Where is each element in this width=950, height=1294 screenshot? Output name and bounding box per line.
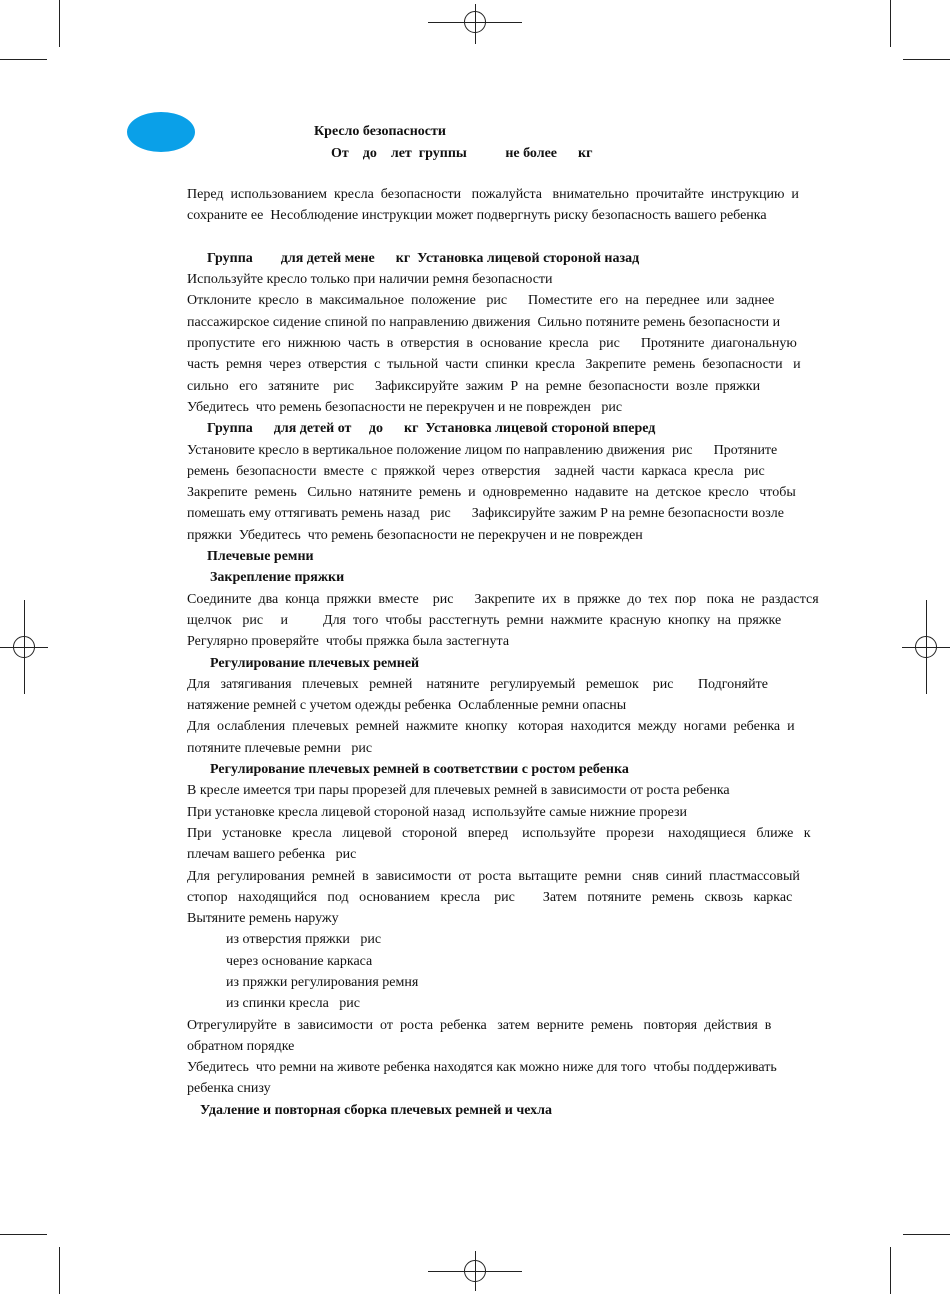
text-line: Закрепите ремень Сильно натяните ремень и одновременно надавите на детское кресло чтобы	[187, 485, 796, 501]
text-line: сильно его затяните рис Зафиксируйте зажим Р на ремне безопасности возле пряжки	[187, 378, 761, 394]
text-line: Убедитесь что ремень безопасности не перекручен и не поврежден рис	[187, 399, 623, 415]
text-line: При установке кресла лицевой стороной назад используйте самые нижние прорези	[187, 804, 688, 820]
crop-mark	[890, 1247, 891, 1294]
text-line: из пряжки регулирования ремня	[226, 974, 419, 990]
section-heading: Группа для детей мене кг Установка лицевой стороной назад	[207, 250, 640, 266]
section-heading: Регулирование плечевых ремней в соответствии с ростом ребенка	[210, 762, 629, 778]
text-line: Отрегулируйте в зависимости от роста ребенка затем верните ремень повторяя действия в	[187, 1017, 772, 1033]
crop-mark	[0, 59, 47, 60]
registration-target-icon	[13, 636, 35, 658]
text-line: через основание каркаса	[226, 953, 373, 969]
text-line: Для затягивания плечевых ремней натяните регулируемый ремешок рис Подгоняйте	[187, 676, 768, 692]
text-line: При установке кресла лицевой стороной вперед используйте прорези находящиеся ближе к	[187, 825, 811, 841]
language-badge	[127, 112, 195, 152]
text-line: из спинки кресла рис	[226, 996, 360, 1012]
registration-target-icon	[464, 1260, 486, 1282]
text-line: пассажирское сидение спиной по направлению движения Сильно потяните ремень безопасности и	[187, 314, 781, 330]
text-line: Отклоните кресло в максимальное положение рис Поместите его на переднее или заднее	[187, 293, 775, 309]
paragraph-gap	[187, 227, 751, 248]
text-line: ребенка снизу	[187, 1081, 271, 1097]
text-line: щелчок рис и Для того чтобы расстегнуть ремни нажмите красную кнопку на пряжке	[187, 612, 782, 628]
crop-mark	[903, 59, 950, 60]
crop-mark	[59, 0, 60, 47]
section-heading: Группа для детей от до кг Установка лицевой стороной вперед	[207, 421, 656, 437]
text-line: помешать ему оттягивать ремень назад рис Зафиксируйте зажим Р на ремне безопасности возле	[187, 506, 785, 522]
document-title: Кресло безопасности	[314, 124, 446, 139]
text-line: Установите кресло в вертикальное положение лицом по направлению движения рис Протяните	[187, 442, 778, 458]
text-line: потяните плечевые ремни рис	[187, 740, 373, 756]
text-line: Регулярно проверяйте чтобы пряжка была застегнута	[187, 634, 510, 650]
text-line: В кресле имеется три пары прорезей для плечевых ремней в зависимости от роста ребенка	[187, 783, 730, 799]
text-line: плечам вашего ребенка рис	[187, 847, 357, 863]
registration-target-icon	[464, 11, 486, 33]
registration-target-icon	[915, 636, 937, 658]
text-line: обратном порядке	[187, 1038, 295, 1054]
text-line: из отверстия пряжки рис	[226, 932, 382, 948]
instructions-body	[187, 184, 819, 1121]
text-line: ремень безопасности вместе с пряжкой через отверстия задней части каркаса кресла рис	[187, 463, 765, 479]
crop-mark	[59, 1247, 60, 1294]
text-line: натяжение ремней с учетом одежды ребенка Ослабленные ремни опасны	[187, 698, 627, 714]
text-line: Перед использованием кресла безопасности пожалуйста внимательно прочитайте инструкцию и	[187, 187, 799, 202]
crop-mark	[890, 0, 891, 47]
crop-mark	[903, 1234, 950, 1235]
text-line: часть ремня через отверстия с тыльной части спинки кресла Закрепите ремень безопасности и	[187, 357, 801, 373]
section-heading: Закрепление пряжки	[210, 570, 345, 586]
text-line: Используйте кресло только при наличии ремня безопасности	[187, 272, 553, 288]
text-line: сохраните ее Несоблюдение инструкции может подвергнуть риску безопасность вашего ребенка	[187, 208, 767, 224]
text-line: пропустите его нижнюю часть в отверстия в основание кресла рис Протяните диагональную	[187, 336, 797, 352]
text-line: стопор находящийся под основанием кресла рис Затем потяните ремень сквозь каркас	[187, 889, 793, 905]
text-line: Убедитесь что ремни на животе ребенка находятся как можно ниже для того чтобы поддерживать	[187, 1060, 777, 1076]
text-line: пряжки Убедитесь что ремень безопасности не перекручен и не поврежден	[187, 527, 643, 543]
text-line: Соедините два конца пряжки вместе рис Закрепите их в пряжке до тех пор пока не раздастся	[187, 591, 819, 607]
section-heading: Регулирование плечевых ремней	[210, 655, 420, 671]
text-line: Для ослабления плечевых ремней нажмите кнопку которая находится между ногами ребенка и	[187, 719, 795, 735]
section-heading: Удаление и повторная сборка плечевых ремней и чехла	[200, 1102, 553, 1118]
text-line: Вытяните ремень наружу	[187, 911, 339, 927]
document-subtitle: От до лет группы не более кг	[331, 146, 593, 161]
text-line: Для регулирования ремней в зависимости от роста вытащите ремни сняв синий пластмассовый	[187, 868, 800, 884]
section-heading: Плечевые ремни	[207, 549, 314, 565]
crop-mark	[0, 1234, 47, 1235]
